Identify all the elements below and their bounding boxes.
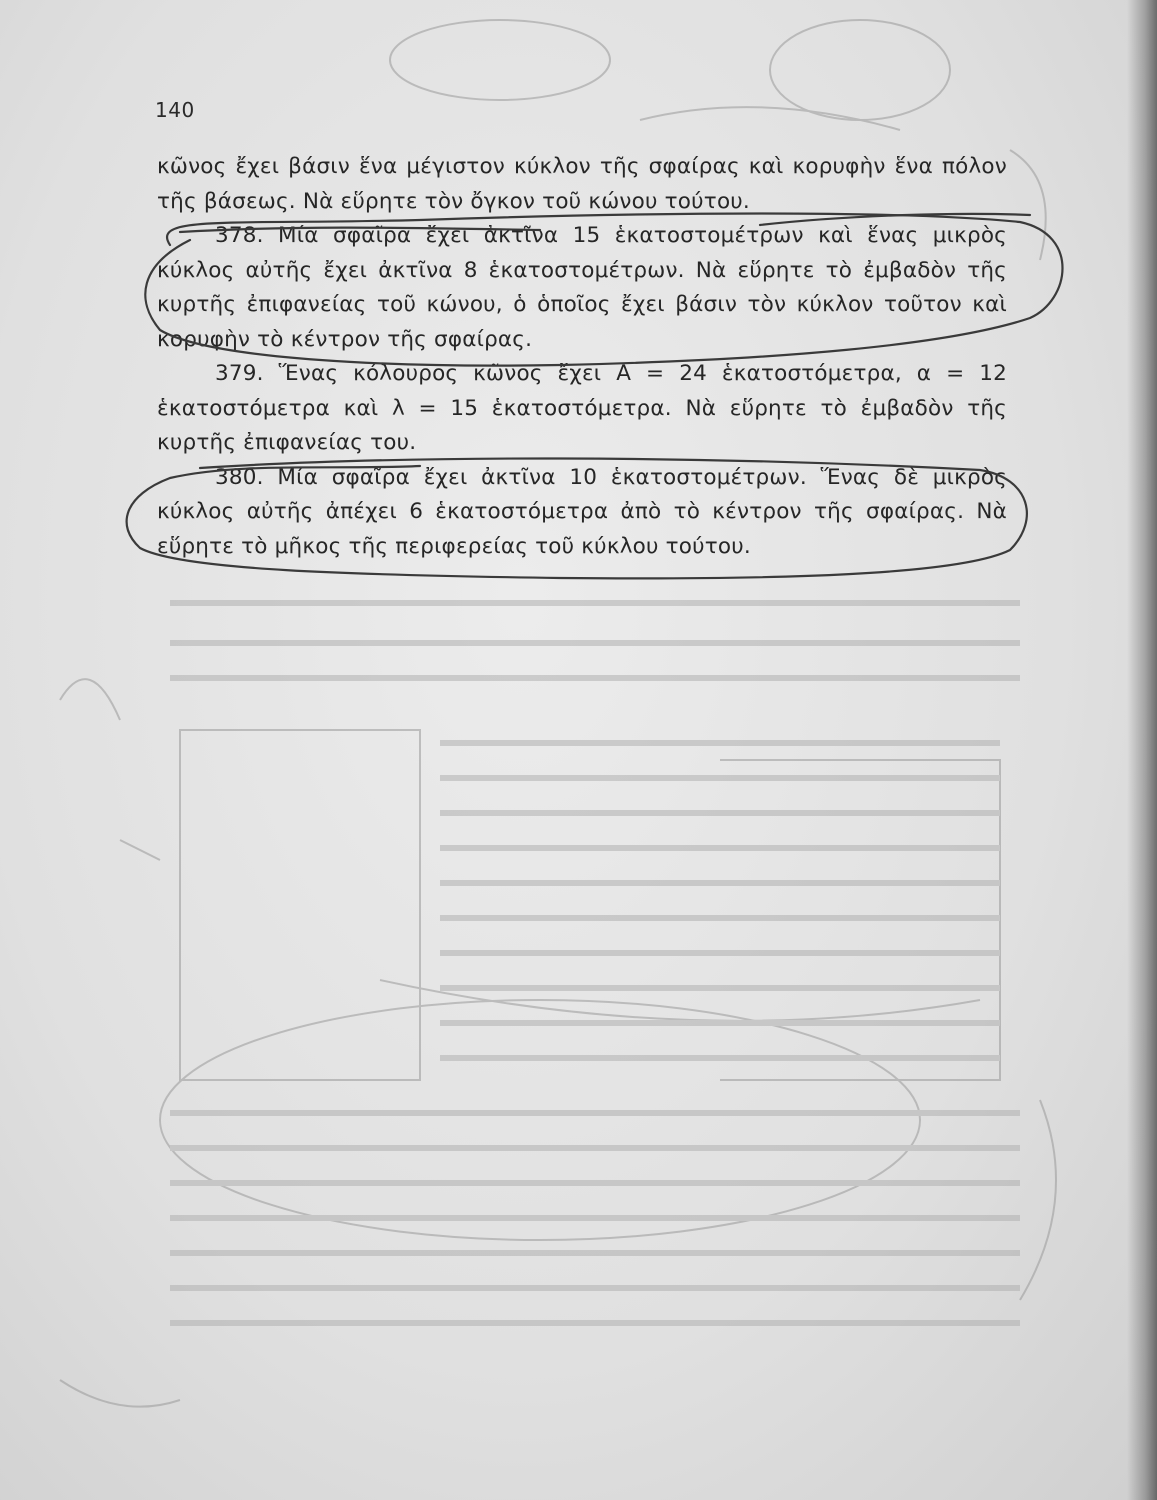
page-number: 140 — [155, 98, 195, 122]
continuation-paragraph: κῶνος ἔχει βάσιν ἕνα μέγιστον κύκλον τῆς σφαίρας καὶ κορυφὴν ἕνα πόλον τῆς βάσεως. Νὰ εὕρητε τὸν ὄγκον τοῦ κώνου τούτου. — [157, 154, 1007, 214]
exercise-378: 378. Μία σφαῖρα ἔχει ἀκτῖνα 15 ἑκατοστομέτρων καὶ ἕνας μικρὸς κύκλος αὐτῆς ἔχει ἀκτῖνα 8 ἑκατοστομέτρων. Νὰ εὕρητε τὸ ἐμβαδὸν τῆς κυρτῆς ἐπιφανείας τοῦ κώνου, ὁ ὁποῖος ἔχει βάσιν τὸν κύκλον τοῦτον καὶ κορυφὴν τὸ κέντρον τῆς σφαίρας. — [157, 223, 1007, 352]
page-text — [157, 150, 1007, 564]
binding-shadow — [1127, 0, 1157, 1500]
exercise-380: 380. Μία σφαῖρα ἔχει ἀκτῖνα 10 ἑκατοστομέτρων. Ἕνας δὲ μικρὸς κύκλος αὐτῆς ἀπέχει 6 ἑκατοστόμετρα ἀπὸ τὸ κέντρον τῆς σφαίρας. Νὰ εὕρητε τὸ μῆκος τῆς περιφερείας τοῦ κύκλου τούτου. — [157, 464, 1007, 559]
exercise-379: 379. Ἕνας κόλουρος κῶνος ἔχει Α = 24 ἑκατοστόμετρα, α = 12 ἑκατοστόμετρα καὶ λ = 15 ἑκατοστόμετρα. Νὰ εὕρητε τὸ ἐμβαδὸν τῆς κυρτῆς ἐπιφανείας του. — [157, 361, 1007, 455]
